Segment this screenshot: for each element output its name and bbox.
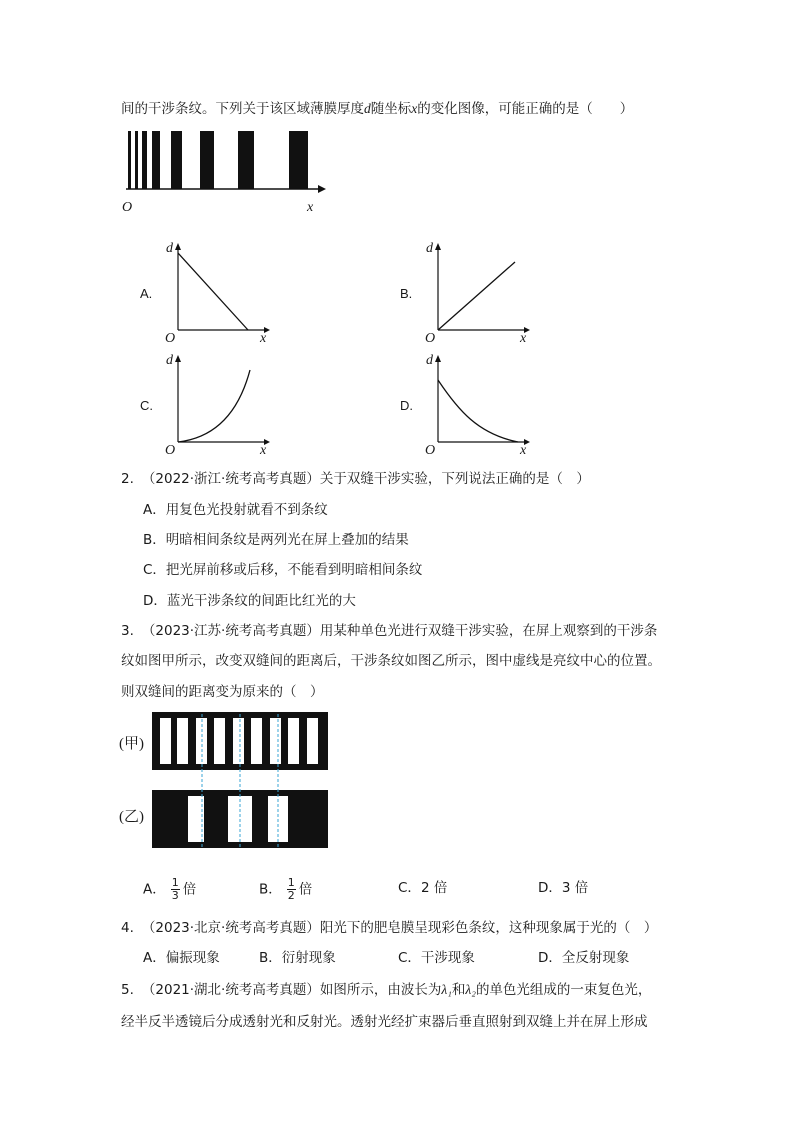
- q3-option-a-num: 1: [171, 876, 179, 889]
- q4-stem: [121, 919, 657, 937]
- q3-stem-line1: [121, 622, 657, 640]
- q1-option-graph-d[interactable]: [398, 350, 538, 458]
- q2-number: 2.: [121, 471, 134, 487]
- q1-figure-axis: x: [307, 200, 314, 215]
- q3-stem-line1-text: （2023·江苏·统考高考真题）用某种单色光进行双缝干涉实验，在屏上观察到的干涉条: [141, 623, 658, 639]
- q2-option-d[interactable]: D．蓝光干涉条纹的间距比红光的大: [143, 593, 356, 609]
- q5-stem-part2: 的单色光组成的一束复色光，: [475, 982, 652, 998]
- q3-option-a-fraction: [171, 877, 180, 902]
- q5-stem-line1: [121, 981, 651, 999]
- jia-bright-fringe: [307, 718, 318, 764]
- jia-bright-fringe: [270, 718, 281, 764]
- q3-option-c-text: 2 倍: [420, 880, 448, 896]
- jia-bright-fringe: [160, 718, 171, 764]
- q3-option-a-suffix: 倍: [182, 881, 197, 898]
- q4-option-a[interactable]: A．偏振现象: [143, 950, 220, 966]
- q5-stem-line2: 经半反半透镜后分成透射光和反射光。透射光经扩束器后垂直照射到双缝上并在屏上形成: [121, 1014, 648, 1030]
- q1-fringe-figure: [118, 125, 338, 220]
- y-axis-arrow: [435, 243, 441, 250]
- q3-option-c[interactable]: [398, 879, 447, 897]
- q3-option-d-prefix: D．: [538, 880, 562, 896]
- q3-option-c-prefix: C．: [398, 880, 421, 896]
- q1-option-label: D.: [400, 398, 413, 413]
- x-axis-label: x: [260, 331, 267, 346]
- y-axis-arrow: [435, 355, 441, 362]
- q1-option-label: A.: [140, 286, 153, 301]
- q3-option-b[interactable]: [259, 877, 312, 902]
- jia-bright-fringe: [233, 718, 244, 764]
- q3-option-a[interactable]: [143, 877, 196, 902]
- y-axis-label: d: [166, 241, 173, 256]
- q3-option-a-prefix: A．: [143, 881, 166, 898]
- y-axis-arrow: [175, 355, 181, 362]
- y-axis-label: d: [426, 353, 433, 368]
- origin-label: O: [425, 443, 436, 458]
- q1-figure-origin: O: [122, 200, 133, 215]
- q3-stem-line2: 纹如图甲所示，改变双缝间的距离后，干涉条纹如图乙所示，图中虚线是亮纹中心的位置。: [121, 653, 661, 669]
- q1-stem: [121, 100, 633, 118]
- jia-bright-fringe: [251, 718, 262, 764]
- q4-number: 4.: [121, 920, 134, 936]
- q1-stem-part1: 间的干涉条纹。下列关于该区域薄膜厚度: [121, 101, 364, 117]
- q2-option-a[interactable]: A．用复色光投射就看不到条纹: [143, 502, 328, 518]
- graph-curve: [438, 262, 515, 330]
- q3-option-b-prefix: B．: [259, 881, 282, 898]
- origin-label: O: [165, 331, 176, 346]
- q5-lambda2: λ₂: [465, 982, 476, 997]
- q3-option-b-num: 1: [287, 876, 295, 889]
- q2-option-b[interactable]: B．明暗相间条纹是两列光在屏上叠加的结果: [143, 532, 409, 548]
- q3-option-d-text: 3 倍: [561, 880, 589, 896]
- q5-stem-part1: （2021·湖北·统考高考真题）如图所示，由波长为: [141, 982, 442, 998]
- q5-number: 5.: [121, 982, 134, 998]
- x-axis-label: x: [520, 443, 527, 458]
- q2-stem-text: （2022·浙江·统考高考真题）关于双缝干涉实验，下列说法正确的是（ ）: [141, 471, 590, 487]
- q4-option-c[interactable]: C．干涉现象: [398, 950, 475, 966]
- jia-bright-fringe: [288, 718, 299, 764]
- y-axis-label: d: [166, 353, 173, 368]
- q4-stem-text: （2023·北京·统考高考真题）阳光下的肥皂膜呈现彩色条纹，这种现象属于光的（ ）: [141, 920, 658, 936]
- q1-option-graph-a[interactable]: [138, 238, 278, 346]
- graph-curve: [178, 370, 250, 442]
- q3-option-b-den: 2: [287, 889, 295, 902]
- jia-bright-fringe: [177, 718, 188, 764]
- q5-stem-and: 和: [451, 982, 466, 998]
- y-axis-arrow: [175, 243, 181, 250]
- q1-var-d: d: [364, 101, 371, 116]
- q1-option-label: C.: [140, 398, 153, 413]
- x-axis-label: x: [260, 443, 267, 458]
- jia-bright-fringe: [214, 718, 225, 764]
- q1-stem-part3: 的变化图像，可能正确的是（ ）: [417, 101, 634, 117]
- q2-option-c[interactable]: C．把光屏前移或后移，不能看到明暗相间条纹: [143, 562, 423, 578]
- q1-option-graph-c[interactable]: [138, 350, 278, 458]
- q1-stem-part2: 随坐标: [370, 101, 412, 117]
- q1-var-x: x: [411, 101, 418, 116]
- q4-option-d[interactable]: D．全反射现象: [538, 950, 630, 966]
- x-axis-label: x: [520, 331, 527, 346]
- q1-option-label: B.: [400, 286, 413, 301]
- q3-fringe-diagram: [150, 710, 332, 850]
- origin-label: O: [425, 331, 436, 346]
- q3-option-d[interactable]: [538, 879, 588, 897]
- q2-stem: [121, 470, 590, 488]
- y-axis-label: d: [426, 241, 433, 256]
- q3-number: 3.: [121, 623, 134, 639]
- q3-label-yi: (乙): [119, 809, 144, 825]
- graph-curve: [178, 253, 248, 330]
- q4-option-b[interactable]: B．衍射现象: [259, 950, 336, 966]
- q3-option-b-fraction: [287, 877, 296, 902]
- origin-label: O: [165, 443, 176, 458]
- q5-lambda1: λ₁: [441, 982, 452, 997]
- q3-option-a-den: 3: [171, 889, 179, 902]
- q3-label-jia: (甲): [119, 736, 144, 752]
- q3-stem-line3: 则双缝间的距离变为原来的（ ）: [121, 684, 324, 700]
- graph-curve: [438, 380, 518, 442]
- q3-option-b-suffix: 倍: [298, 881, 313, 898]
- q1-option-graph-b[interactable]: [398, 238, 538, 346]
